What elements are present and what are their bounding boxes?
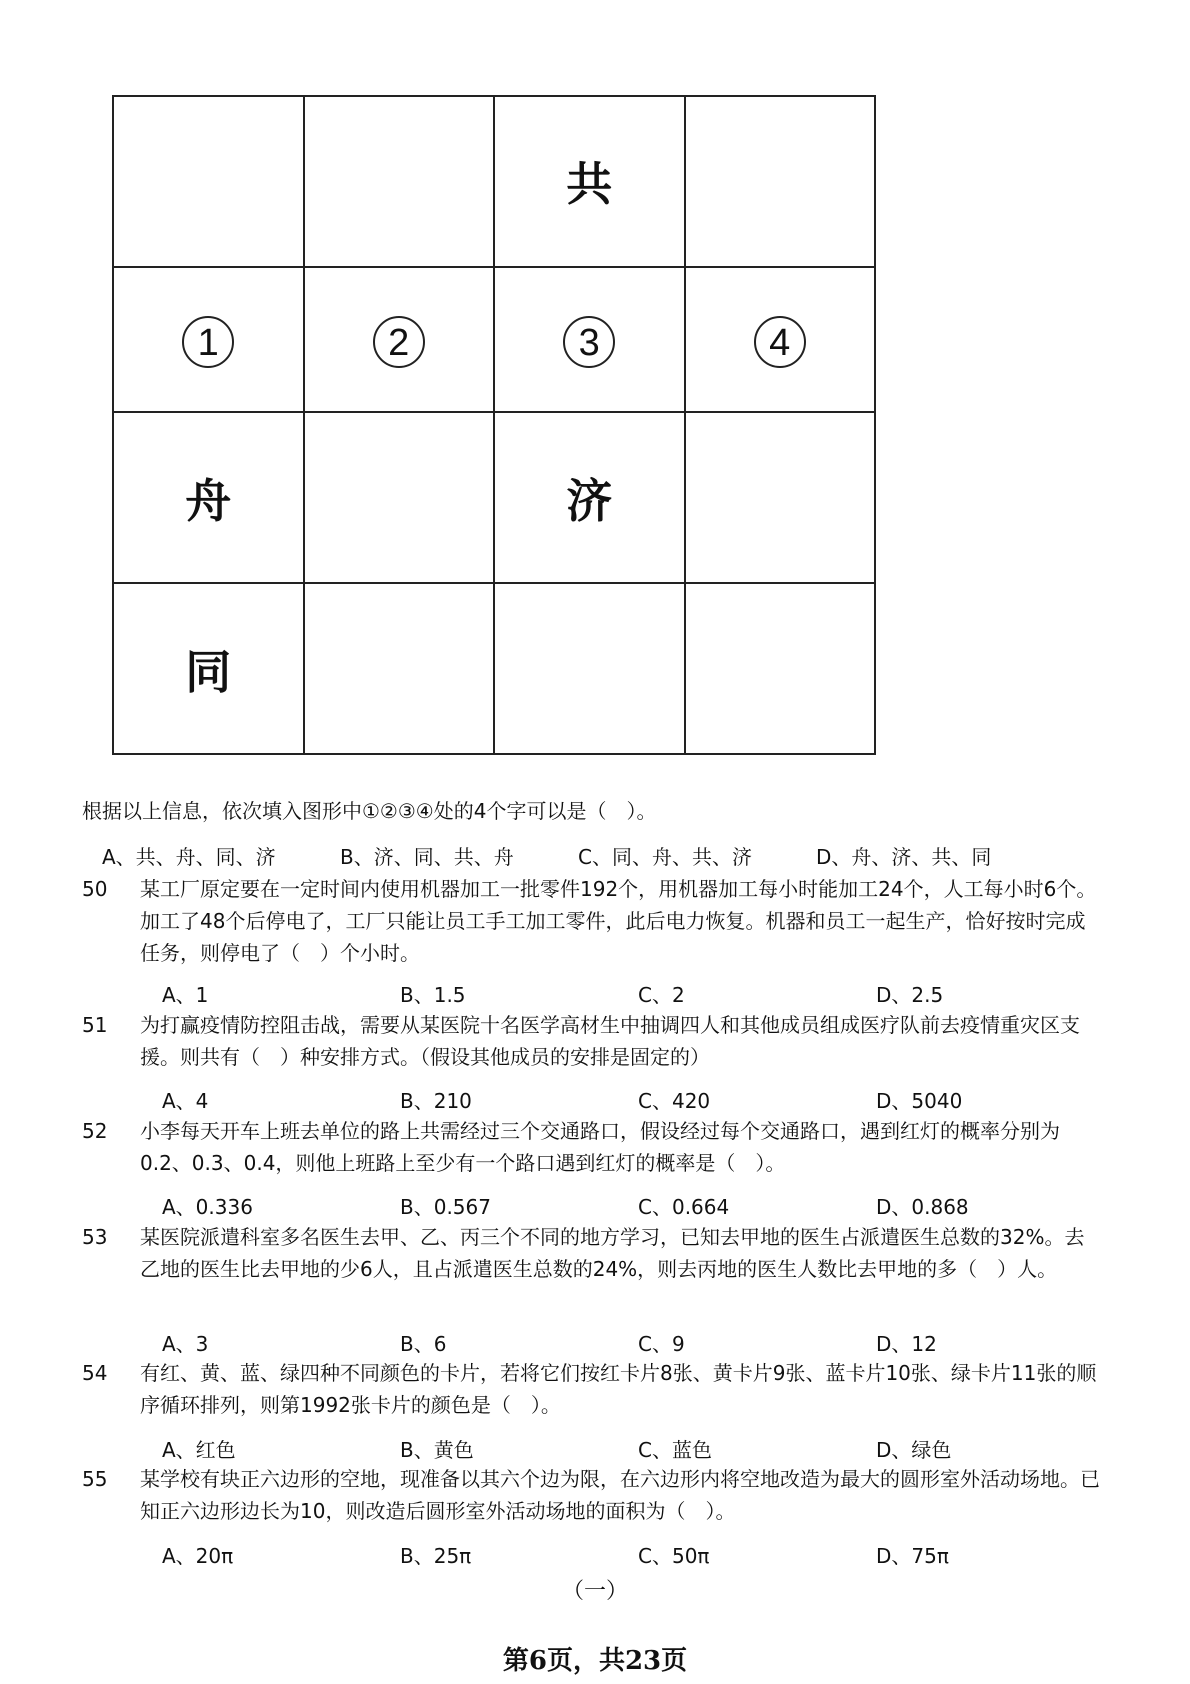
circled-number-3: 3 — [563, 316, 615, 368]
grid-cell — [113, 96, 304, 267]
grid-cell: 济 — [494, 412, 685, 583]
option-c: C、0.664 — [638, 1195, 730, 1219]
question-prompt: 根据以上信息，依次填入图形中①②③④处的4个字可以是（ ）。 — [82, 799, 657, 823]
question-text: 小李每天开车上班去单位的路上共需经过三个交通路口，假设经过每个交通路口，遇到红灯的概率分别为0.2、0.3、0.4，则他上班路上至少有一个路口遇到红灯的概率是（ ）。 — [140, 1119, 1060, 1175]
option-c: C、9 — [638, 1332, 685, 1356]
option-b: B、济、同、共、舟 — [340, 845, 514, 869]
option-b: B、6 — [400, 1332, 447, 1356]
question-text: 某学校有块正六边形的空地，现准备以其六个边为限，在六边形内将空地改造为最大的圆形室外活动场地。已知正六边形边长为10，则改造后圆形室外活动场地的面积为（ ）。 — [140, 1467, 1100, 1523]
option-a: A、红色 — [162, 1438, 236, 1462]
option-b: B、0.567 — [400, 1195, 491, 1219]
option-a: A、0.336 — [162, 1195, 253, 1219]
option-d: D、0.868 — [876, 1195, 969, 1219]
option-d: D、12 — [876, 1332, 937, 1356]
option-d: D、绿色 — [876, 1438, 952, 1462]
grid-cell — [113, 267, 304, 413]
question-number: 51 — [82, 1013, 108, 1037]
option-a: A、3 — [162, 1332, 209, 1356]
grid-cell — [685, 96, 876, 267]
question-number: 53 — [82, 1225, 108, 1249]
grid-cell — [685, 583, 876, 754]
option-c: C、蓝色 — [638, 1438, 712, 1462]
question-number: 54 — [82, 1361, 108, 1385]
option-c: C、同、舟、共、济 — [578, 845, 752, 869]
option-b: B、1.5 — [400, 983, 466, 1007]
question-number: 52 — [82, 1119, 108, 1143]
option-d: D、5040 — [876, 1089, 963, 1113]
option-b: B、210 — [400, 1089, 472, 1113]
option-a: A、4 — [162, 1089, 209, 1113]
grid-cell — [494, 583, 685, 754]
option-c: C、50π — [638, 1544, 710, 1568]
option-a: A、共、舟、同、济 — [102, 845, 276, 869]
grid-cell: 舟 — [113, 412, 304, 583]
circled-number-4: 4 — [754, 316, 806, 368]
question-number: 50 — [82, 877, 108, 901]
question-text: 有红、黄、蓝、绿四种不同颜色的卡片，若将它们按红卡片8张、黄卡片9张、蓝卡片10张、绿卡片11张的顺序循环排列，则第1992张卡片的颜色是（ ）。 — [140, 1361, 1097, 1417]
question-text: 为打赢疫情防控阻击战，需要从某医院十名医学高材生中抽调四人和其他成员组成医疗队前去疫情重灾区支援。则共有（ ）种安排方式。（假设其他成员的安排是固定的） — [140, 1013, 1080, 1069]
character-grid — [112, 95, 876, 755]
grid-cell: 同 — [113, 583, 304, 754]
question-text: 某医院派遣科室多名医生去甲、乙、丙三个不同的地方学习，已知去甲地的医生占派遣医生总数的32%。去乙地的医生比去甲地的少6人，且占派遣医生总数的24%，则去丙地的医生人数比去甲地的多（ ）人。 — [140, 1225, 1085, 1281]
section-mark: （一） — [561, 1579, 628, 1604]
option-a: A、20π — [162, 1544, 234, 1568]
grid-cell — [304, 96, 495, 267]
option-d: D、75π — [876, 1544, 949, 1568]
grid-cell — [304, 412, 495, 583]
option-d: D、2.5 — [876, 983, 944, 1007]
page-footer: 第6页，共23页 — [502, 1646, 688, 1676]
option-b: B、黄色 — [400, 1438, 474, 1462]
grid-cell — [304, 583, 495, 754]
circled-number-2: 2 — [373, 316, 425, 368]
grid-cell: 共 — [494, 96, 685, 267]
question-text: 某工厂原定要在一定时间内使用机器加工一批零件192个，用机器加工每小时能加工24个，人工每小时6个。加工了48个后停电了，工厂只能让员工手工加工零件，此后电力恢复。机器和员工一起生产，恰好按时完成任务，则停电了（ ）个小时。 — [140, 877, 1097, 965]
question-number: 55 — [82, 1467, 108, 1491]
grid-cell — [494, 267, 685, 413]
option-c: C、420 — [638, 1089, 711, 1113]
option-a: A、1 — [162, 983, 209, 1007]
circled-number-1: 1 — [182, 316, 234, 368]
option-c: C、2 — [638, 983, 685, 1007]
option-d: D、舟、济、共、同 — [816, 845, 992, 869]
grid-cell — [685, 412, 876, 583]
option-b: B、25π — [400, 1544, 472, 1568]
grid-cell — [685, 267, 876, 413]
grid-cell — [304, 267, 495, 413]
